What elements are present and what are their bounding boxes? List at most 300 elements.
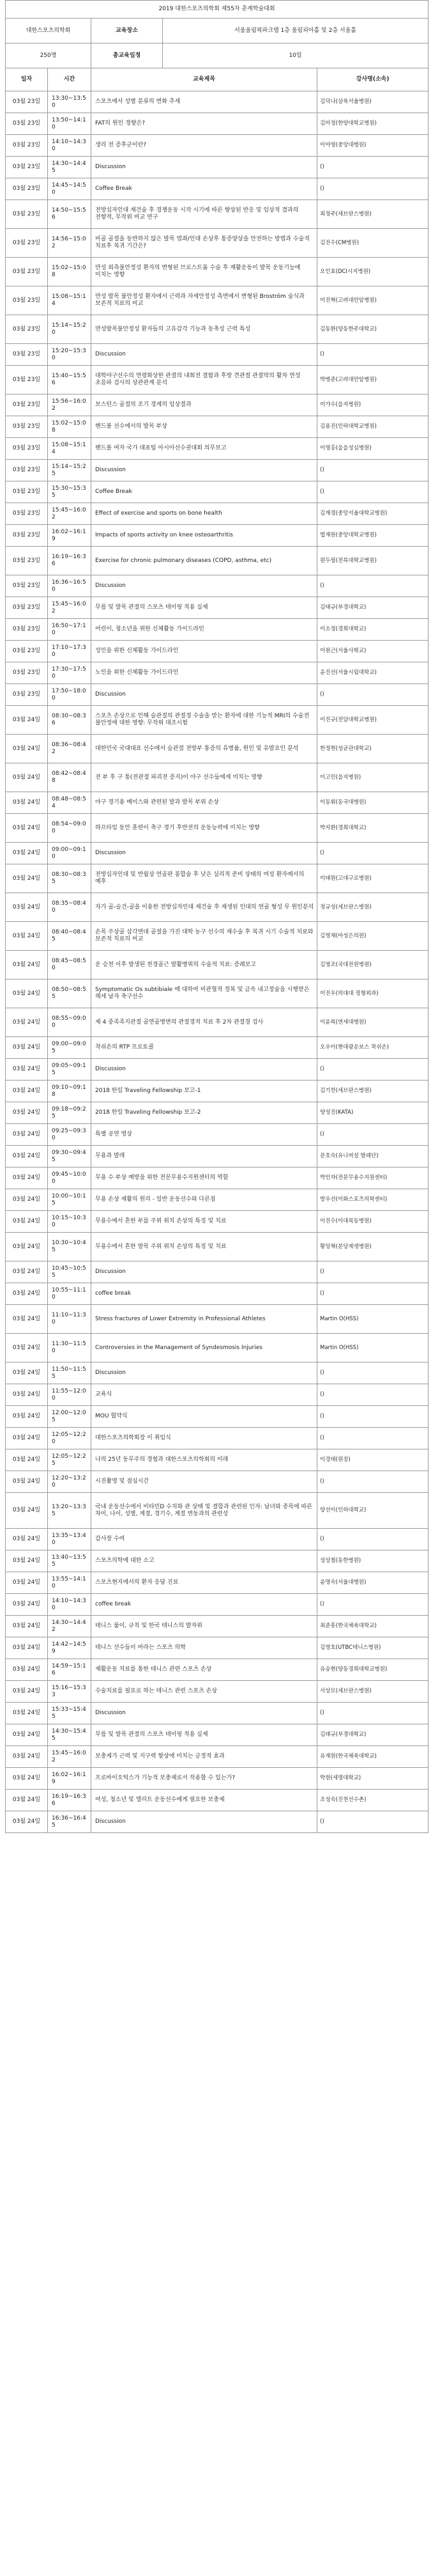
session-date: 03월 23일 [6,597,48,619]
session-time: 16:02~16:19 [48,525,91,547]
session-date: 03월 23일 [6,157,48,178]
session-date: 03월 23일 [6,438,48,460]
session-time: 15:16~15:33 [48,1681,91,1703]
schedule-row [6,1529,429,1550]
session-topic: Symptomatic Os subtibiale 에 대하여 비관혈적 정복 및 금속 내고정술을 시행받은 헤세 남자 축구선수 [91,980,317,1008]
session-time: 08:48~08:54 [48,792,91,814]
schedule-row [6,1616,429,1637]
session-speaker: 원두필(전북대학교병원) [317,547,429,575]
session-topic: Discussion [91,684,317,706]
session-time: 12:20~13:20 [48,1471,91,1493]
schedule-row [6,843,429,864]
session-time: 14:10~14:30 [48,1594,91,1616]
session-topic: FAT의 원인 경향은? [91,113,317,135]
session-speaker: () [317,1124,429,1146]
schedule-row [6,1790,429,1811]
session-time: 14:30~14:45 [48,157,91,178]
session-date: 03월 24일 [6,1681,48,1703]
schedule-row [6,1550,429,1572]
session-date: 03월 24일 [6,1059,48,1081]
session-speaker: 이아영(중앙대병원) [317,135,429,157]
session-speaker: () [317,1594,429,1616]
schedule-row [6,864,429,893]
session-date: 03월 24일 [6,1384,48,1406]
schedule-row [6,1233,429,1261]
session-speaker: 박지환(경희대학교) [317,814,429,843]
session-date: 03월 24일 [6,1261,48,1283]
session-date: 03월 23일 [6,178,48,200]
session-topic: 2018 한일 Traveling Fellowship 보고-2 [91,1102,317,1124]
schedule-row [6,200,429,229]
session-time: 16:50~17:10 [48,619,91,641]
schedule-row [6,1305,429,1334]
schedule-row [6,460,429,481]
session-topic: 전 부 후 구 통(전관절 파괴전 증지)이 야구 선수들에게 미치는 영향 [91,763,317,792]
session-speaker: 김영호(UTBC테니스병원) [317,1637,429,1659]
session-time: 09:05~09:15 [48,1059,91,1081]
session-speaker: 김기찬(세브란스병원) [317,1081,429,1102]
session-time: 13:20~13:35 [48,1493,91,1529]
session-speaker: 김영조(국대전원병원) [317,951,429,980]
session-speaker: 이고민(을지병원) [317,763,429,792]
session-speaker: 김미정(한양대학교병원) [317,113,429,135]
column-header-row [6,68,429,91]
schedule-row [6,922,429,951]
session-time: 15:02~15:08 [48,416,91,438]
session-date: 03월 23일 [6,135,48,157]
session-time: 09:45~10:00 [48,1167,91,1189]
session-speaker: () [317,1261,429,1283]
schedule-row [6,1102,429,1124]
session-date: 03월 24일 [6,1449,48,1471]
session-time: 15:56~16:02 [48,394,91,416]
schedule-row [6,503,429,525]
venue-value: 서울올림픽파크텔 1층 올림피아홀 및 2층 서울홀 [163,19,429,43]
session-time: 15:08~15:14 [48,438,91,460]
session-topic: 야구 경기용 베이스와 관련된 발과 발목 부위 손상 [91,792,317,814]
session-date: 03월 23일 [6,641,48,662]
schedule-row [6,394,429,416]
session-topic: 노인을 위한 신체활동 가이드라인 [91,662,317,684]
session-time: 08:50~08:55 [48,980,91,1008]
session-speaker: 이진우(의대대 정형외과) [317,980,429,1008]
session-time: 11:50~11:55 [48,1362,91,1384]
schedule-row [6,135,429,157]
session-date: 03월 24일 [6,1550,48,1572]
session-date: 03월 24일 [6,1406,48,1428]
session-time: 14:30~14:42 [48,1616,91,1637]
session-time: 14:56~15:02 [48,229,91,258]
session-topic: 보스턴스 골절의 조기 경계의 임상결과 [91,394,317,416]
session-time: 10:00~10:15 [48,1189,91,1211]
session-time: 11:10~11:30 [48,1305,91,1334]
session-speaker: 김영재(마성은의원) [317,922,429,951]
schedule-row [6,1146,429,1167]
session-time: 15:14~15:25 [48,460,91,481]
session-time: 08:54~09:00 [48,814,91,843]
session-date: 03월 23일 [6,344,48,366]
schedule-row [6,229,429,258]
session-date: 03월 23일 [6,547,48,575]
session-time: 14:50~15:56 [48,200,91,229]
schedule-row [6,1189,429,1211]
session-date: 03월 23일 [6,258,48,286]
header-time: 시간 [48,68,91,91]
session-time: 13:40~13:55 [48,1550,91,1572]
schedule-row [6,286,429,315]
session-speaker: 박병준(고려대안암병원) [317,366,429,394]
session-topic: coffee break [91,1594,317,1616]
session-topic: 핸드볼 여자 국가 대표팀 아시아선수권대회 의무보고 [91,438,317,460]
session-speaker: 박인자(전문무용수지원센터) [317,1167,429,1189]
schedule-row [6,1406,429,1428]
schedule-row [6,258,429,286]
session-date: 03월 23일 [6,286,48,315]
session-speaker: 법재원(중앙대학교병원) [317,525,429,547]
schedule-row [6,438,429,460]
session-topic: Discussion [91,1261,317,1283]
session-topic: 수술치료를 필요로 하는 테니스 관련 스포츠 손상 [91,1681,317,1703]
session-date: 03월 23일 [6,416,48,438]
session-speaker: 유재원(한국체육대학교) [317,1746,429,1768]
session-date: 03월 23일 [6,619,48,641]
session-speaker: () [317,1406,429,1428]
session-time: 16:02~16:19 [48,1768,91,1790]
session-speaker: 이동휘(동국대병원) [317,792,429,814]
session-topic: 스포츠에서 성별 분류의 변화 추세 [91,91,317,113]
session-topic: Exercise for chronic pulmonary diseases (COPD, asthma, etc) [91,547,317,575]
schedule-row [6,684,429,706]
session-topic: 나의 25년 동무주의 경험과 대한스포츠의학회의 미래 [91,1449,317,1471]
session-date: 03월 24일 [6,1746,48,1768]
session-speaker: () [317,460,429,481]
session-speaker: () [317,1811,429,1833]
schedule-row [6,575,429,597]
session-topic: 만성 발목 불안정성 환자에서 근력과 자세안정성 측면에서 변형된 Broström 술식과 보존적 치료의 비교 [91,286,317,315]
schedule-row [6,1428,429,1449]
schedule-row [6,178,429,200]
session-topic: 하프타임 동안 훈련이 축구 경기 후반전의 운동능력에 미치는 영향 [91,814,317,843]
session-topic: 교육식 [91,1384,317,1406]
session-speaker: () [317,178,429,200]
session-time: 13:50~14:10 [48,113,91,135]
session-time: 08:30~08:36 [48,706,91,735]
session-date: 03월 24일 [6,1529,48,1550]
session-topic: Discussion [91,1703,317,1724]
schedule-row [6,1659,429,1681]
session-speaker: 오우이(현대광운보스 착쉬손) [317,1037,429,1059]
schedule-row [6,1334,429,1362]
schedule-row [6,662,429,684]
schedule-row [6,792,429,814]
session-date: 03월 24일 [6,1081,48,1102]
session-topic: 2018 한일 Traveling Fellowship 보고-1 [91,1081,317,1102]
session-time: 11:55~12:00 [48,1384,91,1406]
session-date: 03월 24일 [6,1572,48,1594]
session-speaker: 김태규(부경대학교) [317,597,429,619]
session-speaker: 정규성(세브란스병원) [317,893,429,922]
session-time: 15:40~15:56 [48,366,91,394]
session-date: 03월 23일 [6,460,48,481]
session-speaker: 이가수(을지병원) [317,394,429,416]
session-topic: Discussion [91,1362,317,1384]
session-speaker: 조성숙(진천선수촌) [317,1790,429,1811]
session-date: 03월 24일 [6,893,48,922]
schedule-row [6,1811,429,1833]
session-date: 03월 24일 [6,814,48,843]
session-topic: 손목 주상골 삼각면대 골절을 가진 대학 농구 선수의 재수술 후 복귀 시기 수술적 치료와 보존적 치료의 비교 [91,922,317,951]
session-topic: 테니스 선수들이 바라는 스포츠 의학 [91,1637,317,1659]
session-time: 17:10~17:30 [48,641,91,662]
schedule-row [6,1081,429,1102]
session-speaker: 방우선(이화스포츠의학센터) [317,1189,429,1211]
session-speaker: 성상철(동한병원) [317,1550,429,1572]
schedule-row [6,1724,429,1746]
session-date: 03월 24일 [6,951,48,980]
session-topic: 스포츠 손상으로 인해 슬관절의 관절경 수술을 받는 환자에 대한 기능적 MRI의 수술전 불안정에 대한 영향: 무작위 대조시험 [91,706,317,735]
session-date: 03월 24일 [6,763,48,792]
session-topic: 국내 운동선수에서 비타민D 수치와 관 상태 및 결합과 관련된 인자: 남녀와 종목에 따른 차이, 나이, 성별, 계절, 경기수, 계절 변동과의 관련성 [91,1493,317,1529]
session-date: 03월 24일 [6,1811,48,1833]
session-time: 12:05~12:20 [48,1428,91,1449]
session-time: 14:42~14:59 [48,1637,91,1659]
session-topic: Discussion [91,843,317,864]
session-speaker: () [317,1471,429,1493]
session-topic: 무용수에서 흔한 부를 주위 위치 손상의 특징 및 치료 [91,1211,317,1233]
session-time: 08:42~08:48 [48,763,91,792]
session-speaker: 이윤복(연세대병원) [317,1008,429,1037]
session-speaker: 이진규(전담대학교병원) [317,706,429,735]
organization-name: 대한스포츠의학회 [6,19,91,43]
session-topic: Impacts of sports activity on knee osteoarthritis [91,525,317,547]
schedule-row [6,1124,429,1146]
session-date: 03월 24일 [6,980,48,1008]
schedule-row [6,1037,429,1059]
session-time: 08:55~09:00 [48,1008,91,1037]
info-row-2 [6,43,429,68]
session-topic: 제 4 중족족지관절 골연골병변의 관절경적 치료 후 2차 관절경 검사 [91,1008,317,1037]
session-topic: 재활운동 치료를 통한 테니스 관련 스포츠 손상 [91,1659,317,1681]
session-time: 15:45~16:02 [48,503,91,525]
title-row [6,1,429,19]
schedule-row [6,315,429,344]
hours-label: 총교육일정 [91,43,163,68]
info-row-1 [6,19,429,43]
session-speaker: 윤진선(서울시립대학교) [317,662,429,684]
session-speaker: 최정주(세브란스병원) [317,200,429,229]
session-speaker: () [317,1703,429,1724]
schedule-row [6,814,429,843]
session-time: 14:45~14:50 [48,178,91,200]
session-topic: Controversies in the Management of Syndesmosis Injuries [91,1334,317,1362]
session-speaker: 김태규(부경대학교) [317,1724,429,1746]
session-date: 03월 23일 [6,394,48,416]
session-time: 16:36~16:50 [48,575,91,597]
session-topic: Stress fractures of Lower Extremity in Professional Athletes [91,1305,317,1334]
session-speaker: () [317,575,429,597]
session-date: 03월 24일 [6,1037,48,1059]
session-speaker: 이소정(경희대학교) [317,619,429,641]
session-speaker: () [317,1283,429,1305]
session-speaker: 최준흥(한국체육대학교) [317,1616,429,1637]
session-speaker: () [317,344,429,366]
schedule-row [6,641,429,662]
session-topic: 자가 골-슬건-골을 이용한 전방십자인대 재건술 후 재생된 인대의 연골 형성 무 원인분석 [91,893,317,922]
session-speaker: 황밍혁(분당제생병원) [317,1233,429,1261]
session-speaker: 양선이(인하대학교) [317,1493,429,1529]
session-time: 09:18~09:25 [48,1102,91,1124]
session-topic: 만성발목불안정성 환자들의 고유감각 기능과 동축성 근력 특성 [91,315,317,344]
schedule-row [6,1167,429,1189]
session-speaker: 이진혁(고려대안암병원) [317,286,429,315]
session-time: 08:45~08:50 [48,951,91,980]
session-speaker: 오인효(DCI시지병원) [317,258,429,286]
session-date: 03월 24일 [6,1362,48,1384]
session-time: 15:30~15:35 [48,481,91,503]
session-time: 14:10~14:30 [48,135,91,157]
schedule-row [6,344,429,366]
session-time: 09:30~09:45 [48,1146,91,1167]
session-date: 03월 24일 [6,1146,48,1167]
schedule-row [6,763,429,792]
schedule-row [6,1572,429,1594]
session-time: 09:00~09:10 [48,843,91,864]
header-speaker: 강사명(소속) [317,68,429,91]
session-topic: 운 승천 이후 발생된 천경골근 발활병위의 수술적 치료: 증례보고 [91,951,317,980]
session-topic: 대한스포츠의학회장 이 취임식 [91,1428,317,1449]
session-topic: Discussion [91,1059,317,1081]
schedule-row [6,1008,429,1037]
session-time: 10:55~11:10 [48,1283,91,1305]
session-topic: Discussion [91,460,317,481]
schedule-row [6,1703,429,1724]
schedule-row [6,1681,429,1703]
session-speaker: () [317,843,429,864]
session-time: 13:30~13:50 [48,91,91,113]
schedule-row [6,980,429,1008]
session-speaker: 박원(세명대학교) [317,1768,429,1790]
session-topic: Discussion [91,344,317,366]
session-topic: 무용수에서 흔한 발목 주위 위치 손상의 특징 및 치료 [91,1233,317,1261]
schedule-row [6,1637,429,1659]
session-topic: 스포츠현지에서의 환자 응답 진료 [91,1572,317,1594]
session-speaker: 윤명숙(서울대병원) [317,1572,429,1594]
session-time: 08:30~08:35 [48,864,91,893]
session-time: 09:25~09:30 [48,1124,91,1146]
session-date: 03월 23일 [6,575,48,597]
session-date: 03월 23일 [6,229,48,258]
schedule-row [6,706,429,735]
session-speaker: Martin O(HSS) [317,1334,429,1362]
schedule-row [6,619,429,641]
session-speaker: () [317,481,429,503]
session-topic: 테니스 룰이, 규칙 및 한국 테니스의 발자위 [91,1616,317,1637]
session-date: 03월 24일 [6,1102,48,1124]
session-date: 03월 24일 [6,843,48,864]
session-time: 10:45~10:55 [48,1261,91,1283]
session-speaker: 문호숙(유니버설 발레단) [317,1146,429,1167]
session-time: 16:36~16:45 [48,1811,91,1833]
schedule-row [6,893,429,922]
session-topic: 감사장 수여 [91,1529,317,1550]
session-speaker: 김용진(인하대학교병원) [317,416,429,438]
session-time: 17:30~17:50 [48,662,91,684]
session-date: 03월 24일 [6,792,48,814]
session-time: 15:33~15:45 [48,1703,91,1724]
session-date: 03월 24일 [6,1471,48,1493]
session-topic: 착쉬손의 RTP 프로토콜 [91,1037,317,1059]
venue-label: 교육장소 [91,19,163,43]
session-speaker: 이경태(원장) [317,1449,429,1471]
session-speaker: () [317,1529,429,1550]
session-date: 03월 23일 [6,503,48,525]
session-time: 08:36~08:42 [48,735,91,763]
schedule-row [6,416,429,438]
session-date: 03월 23일 [6,662,48,684]
session-speaker: Martin O(HSS) [317,1305,429,1334]
session-topic: 스포츠의학에 대한 소고 [91,1550,317,1572]
session-speaker: 김재경(중앙서울대학교병원) [317,503,429,525]
session-date: 03월 24일 [6,706,48,735]
session-date: 03월 23일 [6,200,48,229]
session-time: 09:10~09:18 [48,1081,91,1102]
session-date: 03월 24일 [6,735,48,763]
session-speaker: () [317,157,429,178]
session-speaker: 양성진(KATA) [317,1102,429,1124]
session-speaker: 이원근(서울사학교) [317,641,429,662]
session-time: 09:00~09:05 [48,1037,91,1059]
session-date: 03월 24일 [6,1703,48,1724]
session-time: 08:40~08:45 [48,922,91,951]
session-date: 03월 24일 [6,864,48,893]
session-date: 03월 24일 [6,1768,48,1790]
schedule-row [6,1746,429,1768]
schedule-row [6,1493,429,1529]
session-topic: 핸드볼 선수에서의 발목 부상 [91,416,317,438]
schedule-row [6,1449,429,1471]
session-date: 03월 23일 [6,113,48,135]
session-date: 03월 24일 [6,1008,48,1037]
session-speaker: 김동환(양동한주대학교) [317,315,429,344]
session-topic: 어린이, 청소년을 위한 신체활동 가이드라인 [91,619,317,641]
session-time: 14:30~15:45 [48,1724,91,1746]
session-topic: 만성 외측불안정성 환자의 변형된 브로스트롬 수술 후 재활운동이 발목 운동기능에 미치는 영향 [91,258,317,286]
schedule-row [6,1283,429,1305]
session-topic: 성인을 위한 신체활동 가이드라인 [91,641,317,662]
schedule-row [6,1059,429,1081]
session-time: 12:05~12:25 [48,1449,91,1471]
session-topic: 무용과 발레 [91,1146,317,1167]
schedule-row [6,735,429,763]
schedule-row [6,547,429,575]
session-time: 17:50~18:00 [48,684,91,706]
session-date: 03월 23일 [6,91,48,113]
schedule-row [6,1768,429,1790]
session-time: 15:08~15:14 [48,286,91,315]
session-date: 03월 24일 [6,1233,48,1261]
schedule-row [6,366,429,394]
session-date: 03월 24일 [6,1724,48,1746]
session-topic: 생리 전 증후군이란? [91,135,317,157]
session-topic: 비골 골절을 동반하지 않은 발목 염좌/인대 손상후 통증양상을 안전하는 방법과 수술적 치료후 복귀 기간은? [91,229,317,258]
session-topic: Discussion [91,157,317,178]
session-time: 15:45~16:02 [48,1746,91,1768]
schedule-row [6,1594,429,1616]
session-topic: 여성, 청소년 및 엘리트 운동선수에게 필요한 보충제 [91,1790,317,1811]
session-date: 03월 24일 [6,1334,48,1362]
session-speaker: 이영홍(을을성심병원) [317,438,429,460]
session-topic: 무릎 및 발목 관절의 스포츠 테이핑 적용 실제 [91,1724,317,1746]
